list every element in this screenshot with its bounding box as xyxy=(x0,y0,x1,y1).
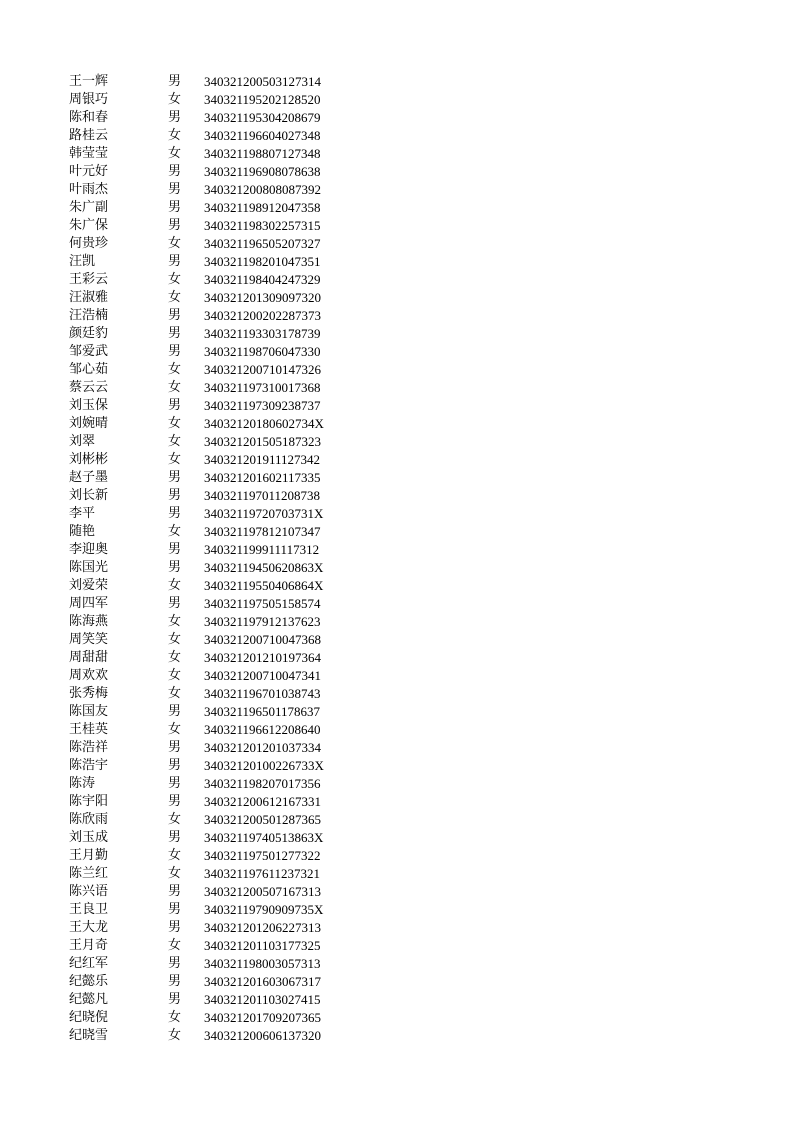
person-name: 朱广副 xyxy=(69,200,109,215)
person-name: 周甜甜 xyxy=(69,650,109,665)
person-name: 王桂英 xyxy=(69,722,109,737)
person-id-number: 340321197310017368 xyxy=(204,380,321,395)
table-row xyxy=(0,991,793,1009)
person-gender: 男 xyxy=(168,776,182,791)
person-id-number: 340321201603067317 xyxy=(204,974,321,989)
person-id-number: 340321197912137623 xyxy=(204,614,321,629)
person-name: 颜廷豹 xyxy=(69,326,109,341)
person-gender: 女 xyxy=(168,722,182,737)
person-name: 刘长新 xyxy=(69,488,109,503)
table-row xyxy=(0,613,793,631)
person-gender: 女 xyxy=(168,866,182,881)
table-row xyxy=(0,577,793,595)
table-row xyxy=(0,163,793,181)
person-id-number: 340321197501277322 xyxy=(204,848,321,863)
table-row xyxy=(0,145,793,163)
person-id-number: 340321198207017356 xyxy=(204,776,321,791)
person-id-number: 340321196604027348 xyxy=(204,128,321,143)
person-id-number: 340321198404247329 xyxy=(204,272,321,287)
person-gender: 男 xyxy=(168,992,182,1007)
table-row xyxy=(0,181,793,199)
person-name: 王大龙 xyxy=(69,920,109,935)
person-name: 王月奇 xyxy=(69,938,109,953)
person-name: 汪凯 xyxy=(69,254,96,269)
table-row xyxy=(0,631,793,649)
table-row xyxy=(0,469,793,487)
person-name: 周笑笑 xyxy=(69,632,109,647)
person-gender: 男 xyxy=(168,308,182,323)
table-row xyxy=(0,415,793,433)
person-id-number: 340321197011208738 xyxy=(204,488,321,503)
person-gender: 女 xyxy=(168,686,182,701)
table-row xyxy=(0,757,793,775)
person-gender: 女 xyxy=(168,92,182,107)
person-id-number: 340321201309097320 xyxy=(204,290,321,305)
person-name: 纪懿乐 xyxy=(69,974,109,989)
table-row xyxy=(0,595,793,613)
table-row xyxy=(0,937,793,955)
person-id-number: 340321200507167313 xyxy=(204,884,321,899)
person-id-number: 34032120100226733X xyxy=(204,758,324,773)
person-name: 陈涛 xyxy=(69,776,96,791)
person-gender: 男 xyxy=(168,200,182,215)
person-name: 周四军 xyxy=(69,596,109,611)
person-id-number: 340321198201047351 xyxy=(204,254,321,269)
person-gender: 女 xyxy=(168,524,182,539)
person-gender: 女 xyxy=(168,272,182,287)
person-id-number: 34032119450620863X xyxy=(204,560,324,575)
person-gender: 男 xyxy=(168,974,182,989)
person-gender: 男 xyxy=(168,884,182,899)
person-name: 叶雨杰 xyxy=(69,182,109,197)
table-row xyxy=(0,253,793,271)
table-row xyxy=(0,865,793,883)
person-id-number: 340321200503127314 xyxy=(204,74,321,89)
person-name: 陈兰红 xyxy=(69,866,109,881)
person-id-number: 340321195304208679 xyxy=(204,110,321,125)
person-id-number: 340321201602117335 xyxy=(204,470,321,485)
person-name: 陈国光 xyxy=(69,560,109,575)
table-row xyxy=(0,325,793,343)
person-id-number: 340321198302257315 xyxy=(204,218,321,233)
person-gender: 女 xyxy=(168,614,182,629)
person-name: 汪浩楠 xyxy=(69,308,109,323)
person-name: 邹心茹 xyxy=(69,362,109,377)
person-name: 陈和春 xyxy=(69,110,109,125)
person-id-number: 340321200202287373 xyxy=(204,308,321,323)
person-name: 朱广保 xyxy=(69,218,109,233)
person-name: 李迎奥 xyxy=(69,542,109,557)
person-name: 王彩云 xyxy=(69,272,109,287)
person-gender: 女 xyxy=(168,416,182,431)
person-name: 周银巧 xyxy=(69,92,109,107)
person-id-number: 340321196505207327 xyxy=(204,236,321,251)
person-gender: 女 xyxy=(168,1028,182,1043)
person-name: 陈浩祥 xyxy=(69,740,109,755)
person-name: 周欢欢 xyxy=(69,668,109,683)
table-row xyxy=(0,667,793,685)
person-id-number: 340321200501287365 xyxy=(204,812,321,827)
person-name: 刘玉保 xyxy=(69,398,109,413)
person-id-number: 34032119550406864X xyxy=(204,578,324,593)
person-gender: 女 xyxy=(168,668,182,683)
person-name: 陈海燕 xyxy=(69,614,109,629)
table-row xyxy=(0,379,793,397)
person-id-number: 340321200710147326 xyxy=(204,362,321,377)
person-gender: 男 xyxy=(168,902,182,917)
person-id-number: 340321201103027415 xyxy=(204,992,321,1007)
person-name: 陈浩宇 xyxy=(69,758,109,773)
person-gender: 男 xyxy=(168,740,182,755)
person-id-number: 340321198003057313 xyxy=(204,956,321,971)
table-row xyxy=(0,73,793,91)
person-gender: 女 xyxy=(168,434,182,449)
person-id-number: 340321201206227313 xyxy=(204,920,321,935)
person-gender: 女 xyxy=(168,380,182,395)
person-name: 纪晓雪 xyxy=(69,1028,109,1043)
person-name: 随艳 xyxy=(69,524,96,539)
person-gender: 男 xyxy=(168,344,182,359)
table-row xyxy=(0,217,793,235)
person-name: 叶元好 xyxy=(69,164,109,179)
table-row xyxy=(0,235,793,253)
table-row xyxy=(0,1027,793,1045)
person-name: 王月勤 xyxy=(69,848,109,863)
person-id-number: 340321195202128520 xyxy=(204,92,321,107)
person-gender: 男 xyxy=(168,74,182,89)
record-table xyxy=(0,73,793,1045)
table-row xyxy=(0,829,793,847)
table-row xyxy=(0,559,793,577)
person-name: 陈兴语 xyxy=(69,884,109,899)
person-id-number: 34032119790909735X xyxy=(204,902,324,917)
person-id-number: 340321200612167331 xyxy=(204,794,321,809)
table-row xyxy=(0,541,793,559)
table-row xyxy=(0,343,793,361)
person-gender: 男 xyxy=(168,488,182,503)
person-gender: 男 xyxy=(168,596,182,611)
person-gender: 女 xyxy=(168,812,182,827)
person-gender: 女 xyxy=(168,632,182,647)
person-gender: 男 xyxy=(168,326,182,341)
person-id-number: 340321197812107347 xyxy=(204,524,321,539)
table-row xyxy=(0,685,793,703)
table-row xyxy=(0,451,793,469)
person-id-number: 340321197611237321 xyxy=(204,866,321,881)
person-gender: 男 xyxy=(168,110,182,125)
person-gender: 男 xyxy=(168,956,182,971)
person-name: 汪淑雅 xyxy=(69,290,109,305)
table-row xyxy=(0,487,793,505)
person-id-number: 340321196908078638 xyxy=(204,164,321,179)
person-name: 路桂云 xyxy=(69,128,109,143)
person-gender: 女 xyxy=(168,848,182,863)
table-row xyxy=(0,91,793,109)
person-id-number: 340321198706047330 xyxy=(204,344,321,359)
person-name: 何贵珍 xyxy=(69,236,109,251)
person-name: 刘婉晴 xyxy=(69,416,109,431)
table-row xyxy=(0,919,793,937)
person-id-number: 340321201201037334 xyxy=(204,740,321,755)
person-gender: 女 xyxy=(168,938,182,953)
person-gender: 女 xyxy=(168,362,182,377)
person-name: 纪红军 xyxy=(69,956,109,971)
person-id-number: 340321200606137320 xyxy=(204,1028,321,1043)
person-name: 蔡云云 xyxy=(69,380,109,395)
table-row xyxy=(0,973,793,991)
table-row xyxy=(0,793,793,811)
table-row xyxy=(0,901,793,919)
person-name: 邹爱武 xyxy=(69,344,109,359)
table-row xyxy=(0,811,793,829)
person-gender: 男 xyxy=(168,560,182,575)
person-gender: 女 xyxy=(168,128,182,143)
table-row xyxy=(0,361,793,379)
person-gender: 女 xyxy=(168,236,182,251)
table-row xyxy=(0,703,793,721)
person-id-number: 340321197309238737 xyxy=(204,398,321,413)
person-name: 刘翠 xyxy=(69,434,96,449)
person-id-number: 340321200710047368 xyxy=(204,632,321,647)
person-gender: 女 xyxy=(168,290,182,305)
table-row xyxy=(0,289,793,307)
table-row xyxy=(0,1009,793,1027)
person-gender: 男 xyxy=(168,470,182,485)
person-name: 刘玉成 xyxy=(69,830,109,845)
table-row xyxy=(0,847,793,865)
table-row xyxy=(0,739,793,757)
person-name: 李平 xyxy=(69,506,96,521)
table-row xyxy=(0,397,793,415)
person-gender: 女 xyxy=(168,452,182,467)
person-gender: 男 xyxy=(168,830,182,845)
person-gender: 女 xyxy=(168,578,182,593)
person-id-number: 340321200808087392 xyxy=(204,182,321,197)
person-gender: 女 xyxy=(168,650,182,665)
person-id-number: 340321198912047358 xyxy=(204,200,321,215)
person-name: 刘彬彬 xyxy=(69,452,109,467)
person-name: 刘爱荣 xyxy=(69,578,109,593)
person-gender: 男 xyxy=(168,704,182,719)
table-row xyxy=(0,433,793,451)
person-gender: 男 xyxy=(168,758,182,773)
table-row xyxy=(0,955,793,973)
person-name: 纪晓倪 xyxy=(69,1010,109,1025)
person-id-number: 34032119720703731X xyxy=(204,506,324,521)
person-name: 陈欣雨 xyxy=(69,812,109,827)
person-gender: 男 xyxy=(168,920,182,935)
table-row xyxy=(0,775,793,793)
person-name: 陈国友 xyxy=(69,704,109,719)
table-row xyxy=(0,883,793,901)
person-gender: 女 xyxy=(168,146,182,161)
person-id-number: 340321201709207365 xyxy=(204,1010,321,1025)
table-row xyxy=(0,271,793,289)
person-name: 王良卫 xyxy=(69,902,109,917)
table-row xyxy=(0,127,793,145)
table-row xyxy=(0,307,793,325)
person-id-number: 340321199911117312 xyxy=(204,542,320,557)
table-row xyxy=(0,721,793,739)
person-id-number: 340321201103177325 xyxy=(204,938,321,953)
person-gender: 男 xyxy=(168,794,182,809)
table-row xyxy=(0,199,793,217)
person-name: 韩莹莹 xyxy=(69,146,109,161)
person-id-number: 340321197505158574 xyxy=(204,596,321,611)
person-id-number: 340321200710047341 xyxy=(204,668,321,683)
person-gender: 男 xyxy=(168,164,182,179)
person-name: 王一辉 xyxy=(69,74,109,89)
person-id-number: 340321196501178637 xyxy=(204,704,321,719)
person-gender: 男 xyxy=(168,218,182,233)
person-name: 赵子墨 xyxy=(69,470,109,485)
person-name: 张秀梅 xyxy=(69,686,109,701)
person-id-number: 340321198807127348 xyxy=(204,146,321,161)
person-name: 陈宇阳 xyxy=(69,794,109,809)
person-gender: 男 xyxy=(168,542,182,557)
person-gender: 女 xyxy=(168,1010,182,1025)
person-id-number: 340321196701038743 xyxy=(204,686,321,701)
person-id-number: 340321193303178739 xyxy=(204,326,321,341)
person-id-number: 34032120180602734X xyxy=(204,416,324,431)
table-row xyxy=(0,505,793,523)
person-id-number: 340321201505187323 xyxy=(204,434,321,449)
table-row xyxy=(0,649,793,667)
person-gender: 男 xyxy=(168,182,182,197)
person-id-number: 34032119740513863X xyxy=(204,830,324,845)
table-row xyxy=(0,109,793,127)
person-id-number: 340321201911127342 xyxy=(204,452,321,467)
person-gender: 男 xyxy=(168,398,182,413)
person-id-number: 340321201210197364 xyxy=(204,650,321,665)
table-row xyxy=(0,523,793,541)
person-name: 纪懿凡 xyxy=(69,992,109,1007)
person-id-number: 340321196612208640 xyxy=(204,722,321,737)
person-gender: 男 xyxy=(168,506,182,521)
person-gender: 男 xyxy=(168,254,182,269)
